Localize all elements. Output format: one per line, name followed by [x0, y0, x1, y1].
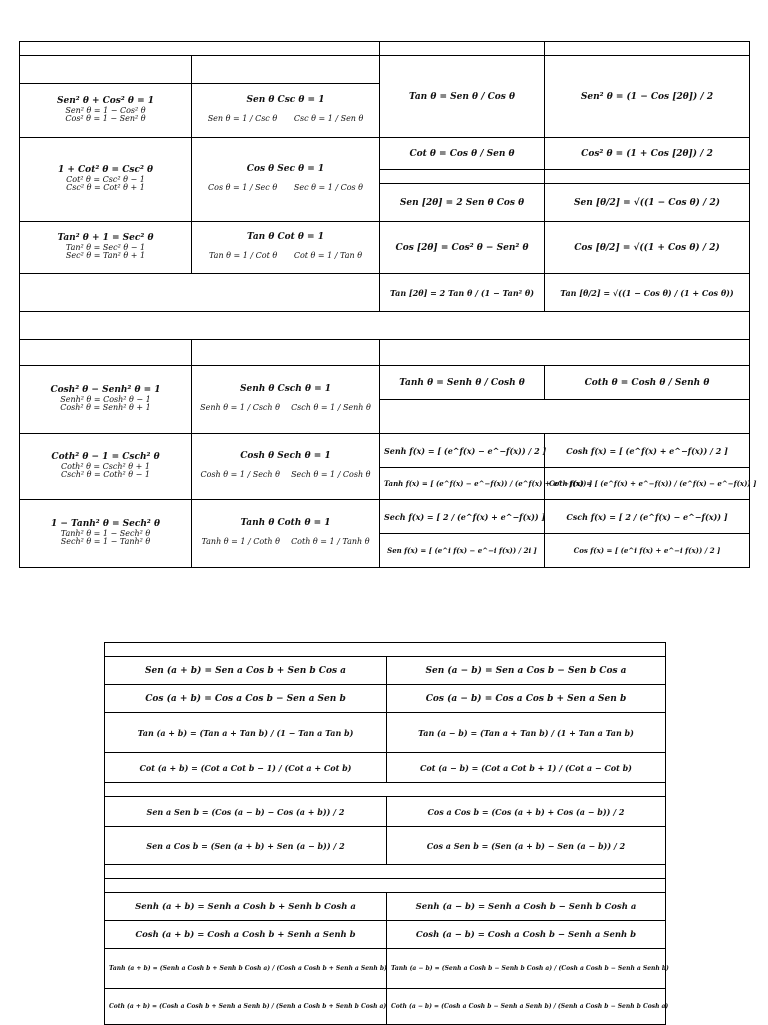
blank-cell	[20, 274, 380, 312]
reciprocal-cell-2	[192, 138, 380, 222]
identity-main: Cos θ Sec θ = 1	[246, 164, 325, 175]
reciprocal-cell-3	[192, 222, 380, 274]
identity-sub: Csch² θ = Coth² θ − 1	[61, 470, 150, 480]
sum-sen-minus: Sen (a − b) = Sen a Cos b − Sen b Cos a	[387, 657, 666, 685]
identity-sub: Csc² θ = Cot² θ + 1	[66, 183, 145, 193]
pythag-cell-1	[20, 84, 192, 138]
identity-sub: Coth θ = 1 / Tanh θ	[291, 536, 370, 546]
sum-senh-plus: Senh (a + b) = Senh a Cosh b + Senh b Cosh a	[105, 893, 387, 921]
identity-sub: Senh² θ = Cosh² θ − 1	[60, 394, 151, 404]
sum-cosh-plus: Cosh (a + b) = Cosh a Cosh b + Senh a Senh b	[105, 921, 387, 949]
identity-sub: Cos θ = 1 / Sec θ	[208, 182, 278, 192]
sum-coth-plus: Coth (a + b) = (Cosh a Cosh b + Senh a Senh b) / (Senh a Cosh b + Senh b Cosh a)	[105, 989, 387, 1025]
exp-sech: Sech f(x) = [ 2 / (e^f(x) + e^−f(x)) ]	[380, 500, 545, 534]
hyp-pythag-cell-1	[20, 366, 192, 434]
sum-tanh-plus: Tanh (a + b) = (Senh a Cosh b + Senh b Cosh a) / (Cosh a Cosh b + Senh a Senh b)	[105, 949, 387, 989]
quotient-coth: Coth θ = Cosh θ / Senh θ	[545, 366, 750, 400]
identity-sub: Cot θ = 1 / Tan θ	[293, 250, 363, 260]
exp-csch: Csch f(x) = [ 2 / (e^f(x) − e^−f(x)) ]	[545, 500, 750, 534]
blank-cell	[105, 879, 666, 893]
identity-main: Cosh θ Sech θ = 1	[240, 451, 331, 462]
identities-table	[19, 41, 757, 568]
sum-tanh-minus: Tanh (a − b) = (Senh a Cosh b − Senh b Cosh a) / (Cosh a Cosh b − Senh a Senh b)	[387, 949, 666, 989]
identity-sub: Senh θ = 1 / Csch θ	[200, 402, 280, 412]
blank-cell	[20, 340, 192, 366]
quotient-cot: Cot θ = Cos θ / Sen θ	[380, 138, 545, 170]
half-sen: Sen [θ/2] = √((1 − Cos θ) / 2)	[545, 184, 750, 222]
exp-tanh: Tanh f(x) = [ (e^f(x) − e^−f(x)) / (e^f(x) + e^−f(x)) ]	[380, 468, 545, 500]
identity-sub: Sen θ = 1 / Csc θ	[207, 113, 278, 123]
sum-cot-plus: Cot (a + b) = (Cot a Cot b − 1) / (Cot a + Cot b)	[105, 753, 387, 783]
sum-formulas-table	[104, 642, 669, 1025]
identity-sub: Tanh θ = 1 / Coth θ	[201, 536, 280, 546]
pythag-cell-2	[20, 138, 192, 222]
identity-sub: Sech² θ = 1 − Tanh² θ	[60, 537, 151, 547]
exp-cos: Cos f(x) = [ (e^i f(x) + e^−i f(x)) / 2 ]	[545, 534, 750, 568]
identity-main: Sen θ Csc θ = 1	[246, 95, 325, 106]
quotient-tanh: Tanh θ = Senh θ / Cosh θ	[380, 366, 545, 400]
hyp-pythag-cell-3	[20, 500, 192, 568]
identity-sub: Tanh² θ = 1 − Sech² θ	[60, 528, 151, 538]
sum-senh-minus: Senh (a − b) = Senh a Cosh b − Senh b Cosh a	[387, 893, 666, 921]
identity-sub: Tan θ = 1 / Cot θ	[208, 250, 278, 260]
exp-sen: Sen f(x) = [ (e^i f(x) − e^−i f(x)) / 2i ]	[380, 534, 545, 568]
blank-cell	[20, 42, 380, 56]
blank-cell	[105, 783, 666, 797]
double-tan: Tan [2θ] = 2 Tan θ / (1 − Tan² θ)	[380, 274, 545, 312]
half-cos: Cos [θ/2] = √((1 + Cos θ) / 2)	[545, 222, 750, 274]
blank-cell	[545, 42, 750, 56]
identity-sub: Sec θ = 1 / Cos θ	[293, 182, 363, 192]
quotient-tan: Tan θ = Sen θ / Cos θ	[380, 56, 545, 138]
product-sen-cos: Sen a Cos b = (Sen (a + b) + Sen (a − b)) / 2	[105, 827, 387, 865]
blank-cell	[380, 340, 750, 366]
blank-cell	[105, 643, 666, 657]
blank-cell	[105, 865, 666, 879]
reciprocal-cell-1	[192, 84, 380, 138]
identity-sub: Cot² θ = Csc² θ − 1	[66, 174, 145, 184]
exp-cosh: Cosh f(x) = [ (e^f(x) + e^−f(x)) / 2 ]	[545, 434, 750, 468]
blank-cell	[380, 42, 545, 56]
product-cos-cos: Cos a Cos b = (Cos (a + b) + Cos (a − b)) / 2	[387, 797, 666, 827]
identity-main: 1 + Cot² θ = Csc² θ	[57, 165, 154, 176]
square-cos: Cos² θ = (1 + Cos [2θ]) / 2	[545, 138, 750, 170]
product-cos-sen: Cos a Sen b = (Sen (a + b) − Sen (a − b)) / 2	[387, 827, 666, 865]
exp-coth: Coth f(x) = [ (e^f(x) + e^−f(x)) / (e^f(x) − e^−f(x)) ]	[545, 468, 750, 500]
hyp-reciprocal-cell-3	[192, 500, 380, 568]
blank-cell	[192, 56, 380, 84]
sum-cos-plus: Cos (a + b) = Cos a Cos b − Sen a Sen b	[105, 685, 387, 713]
identity-sub: Csc θ = 1 / Sen θ	[293, 113, 364, 123]
identity-main: Tan² θ + 1 = Sec² θ	[57, 233, 154, 244]
identity-main: Tanh θ Coth θ = 1	[240, 518, 331, 529]
identity-sub: Coth² θ = Csch² θ + 1	[61, 461, 150, 471]
section-divider	[20, 312, 750, 340]
blank-cell	[20, 56, 192, 84]
hyp-pythag-cell-2	[20, 434, 192, 500]
identity-main: Coth² θ − 1 = Csch² θ	[51, 452, 160, 463]
blank-cell	[192, 340, 380, 366]
blank-cell	[380, 400, 750, 434]
identity-sub: Cos² θ = 1 − Sen² θ	[65, 114, 146, 124]
identity-sub: Cosh θ = 1 / Sech θ	[200, 469, 280, 479]
identity-sub: Sec² θ = Tan² θ + 1	[65, 251, 146, 261]
sum-tan-plus: Tan (a + b) = (Tan a + Tan b) / (1 − Tan a Tan b)	[105, 713, 387, 753]
product-sen-sen: Sen a Sen b = (Cos (a − b) − Cos (a + b)) / 2	[105, 797, 387, 827]
hyp-reciprocal-cell-2	[192, 434, 380, 500]
double-cos: Cos [2θ] = Cos² θ − Sen² θ	[380, 222, 545, 274]
half-tan: Tan [θ/2] = √((1 − Cos θ) / (1 + Cos θ))	[545, 274, 750, 312]
identity-sub: Cosh² θ = Senh² θ + 1	[60, 403, 151, 413]
identity-sub: Sech θ = 1 / Cosh θ	[291, 469, 371, 479]
identity-main: Senh θ Csch θ = 1	[239, 384, 332, 395]
blank-cell	[545, 170, 750, 184]
sum-cot-minus: Cot (a − b) = (Cot a Cot b + 1) / (Cot a − Cot b)	[387, 753, 666, 783]
square-sen: Sen² θ = (1 − Cos [2θ]) / 2	[545, 56, 750, 138]
identity-sub: Sen² θ = 1 − Cos² θ	[65, 105, 146, 115]
identity-main: 1 − Tanh² θ = Sech² θ	[50, 519, 161, 530]
sum-coth-minus: Coth (a − b) = (Cosh a Cosh b − Senh a Senh b) / (Senh a Cosh b − Senh b Cosh a)	[387, 989, 666, 1025]
sum-sen-plus: Sen (a + b) = Sen a Cos b + Sen b Cos a	[105, 657, 387, 685]
double-sen: Sen [2θ] = 2 Sen θ Cos θ	[380, 184, 545, 222]
identity-main: Cosh² θ − Senh² θ = 1	[50, 385, 161, 396]
pythag-cell-3	[20, 222, 192, 274]
exp-senh: Senh f(x) = [ (e^f(x) − e^−f(x)) / 2 ]	[380, 434, 545, 468]
hyp-reciprocal-cell-1	[192, 366, 380, 434]
identity-sub: Csch θ = 1 / Senh θ	[291, 402, 371, 412]
sum-cosh-minus: Cosh (a − b) = Cosh a Cosh b − Senh a Senh b	[387, 921, 666, 949]
identity-main: Tan θ Cot θ = 1	[246, 232, 324, 243]
sum-tan-minus: Tan (a − b) = (Tan a + Tan b) / (1 + Tan a Tan b)	[387, 713, 666, 753]
sum-cos-minus: Cos (a − b) = Cos a Cos b + Sen a Sen b	[387, 685, 666, 713]
blank-cell	[380, 170, 545, 184]
identity-main: Sen² θ + Cos² θ = 1	[56, 96, 155, 107]
identity-sub: Tan² θ = Sec² θ − 1	[65, 242, 146, 252]
